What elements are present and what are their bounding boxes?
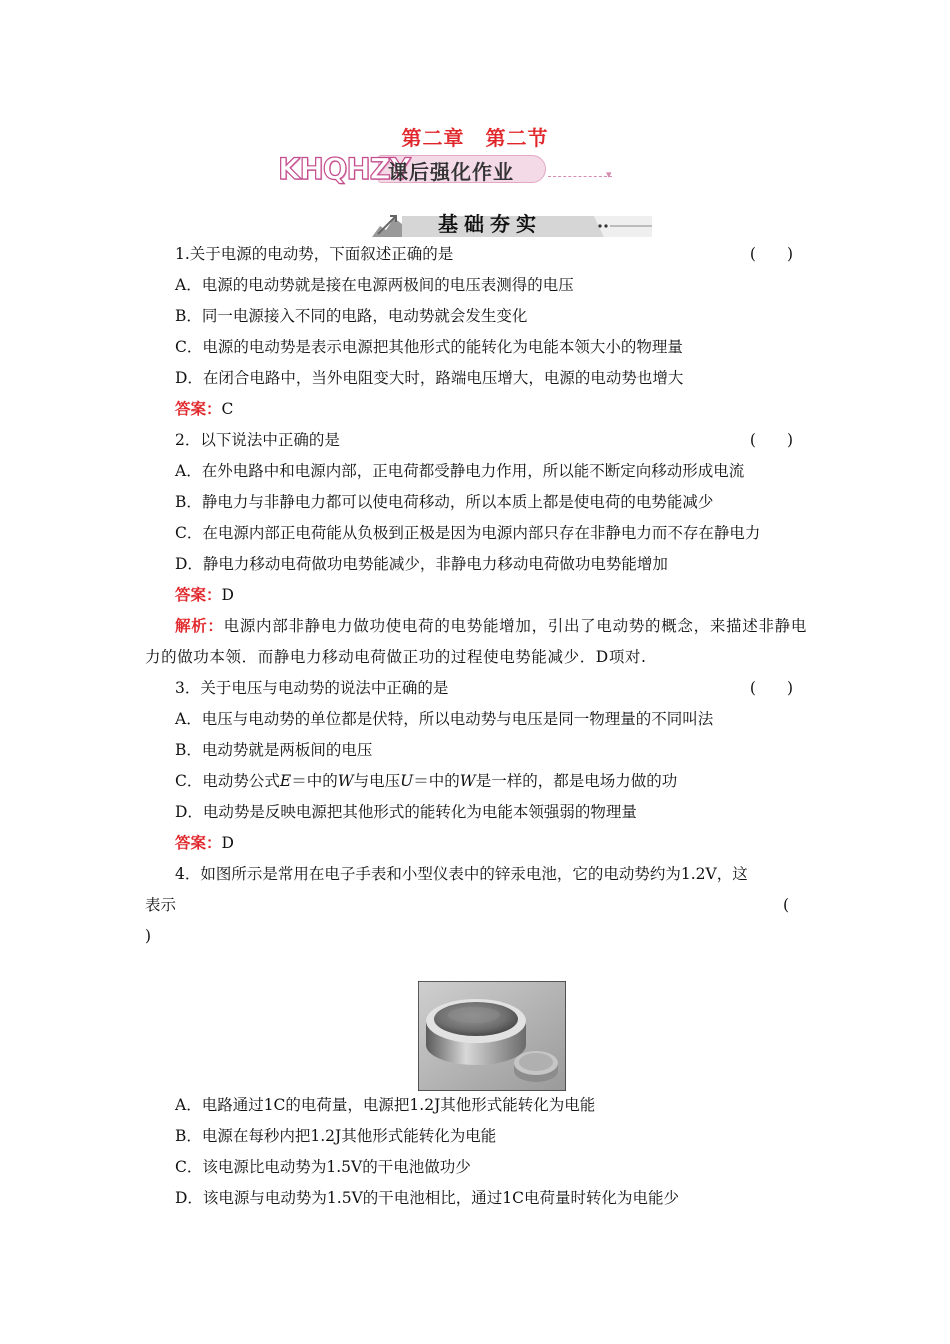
question-4-stem-line1: 4．如图所示是常用在电子手表和小型仪表中的锌汞电池，它的电动势约为1.2V，这 xyxy=(175,865,748,883)
analysis-paragraph xyxy=(145,611,807,673)
question-stem xyxy=(145,425,807,456)
page-title: 第二章 第二节 xyxy=(401,126,549,150)
question-4-stem-line2 xyxy=(145,890,807,921)
section-header xyxy=(372,210,652,238)
section-title: 基础夯实 xyxy=(438,212,542,236)
banner-subtitle: 课后强化作业 xyxy=(388,160,514,184)
answer-bracket: ( ) xyxy=(749,245,793,263)
answer-value: D xyxy=(221,586,234,604)
answer-label: 答案： xyxy=(175,834,222,852)
option: D．电动势是反映电源把其他形式的能转化为电能本领强弱的物理量 xyxy=(175,803,637,821)
option-text: 与电压 xyxy=(353,772,401,790)
option-text: C．电动势公式 xyxy=(175,772,280,790)
answer-value: D xyxy=(221,834,234,852)
option: B．电动势就是两板间的电压 xyxy=(175,741,373,759)
answer-label: 答案： xyxy=(175,400,222,418)
formula-variable: U xyxy=(400,772,414,790)
formula-variable: E xyxy=(279,772,292,790)
banner-logo: KHQHZY xyxy=(278,152,410,186)
answer-bracket-open: ( xyxy=(782,896,789,914)
answer-line xyxy=(145,580,807,611)
question-2-stem: 2．以下说法中正确的是 xyxy=(175,431,340,449)
question-3-stem: 3．关于电压与电动势的说法中正确的是 xyxy=(175,679,449,697)
answer-bracket: ( ) xyxy=(749,679,793,697)
answer-line xyxy=(145,394,807,425)
answer-value: C xyxy=(221,400,234,418)
option: B．电源在每秒内把1.2J其他形式能转化为电能 xyxy=(175,1127,497,1145)
option: A．电压与电动势的单位都是伏特，所以电动势与电压是同一物理量的不同叫法 xyxy=(175,710,714,728)
answer-line xyxy=(145,828,807,859)
question-stem xyxy=(145,239,807,270)
option-text: ＝中的 xyxy=(413,772,460,790)
question-stem xyxy=(145,673,807,704)
option: D．静电力移动电荷做功电势能减少，非静电力移动电荷做功电势能增加 xyxy=(175,555,668,573)
option: A．电源的电动势就是接在电源两极间的电压表测得的电压 xyxy=(175,276,574,294)
button-cell-battery-photo-icon xyxy=(418,981,566,1091)
answer-bracket-close: ) xyxy=(145,927,152,945)
formula-variable: W xyxy=(337,772,354,790)
arrow-down-icon: ▾ xyxy=(606,168,612,181)
banner-divider xyxy=(548,176,612,177)
option-text: ＝中的 xyxy=(291,772,338,790)
option: D．在闭合电路中，当外电阻变大时，路端电压增大，电源的电动势也增大 xyxy=(175,369,684,387)
option: D．该电源与电动势为1.5V的干电池相比，通过1C电荷量时转化为电能少 xyxy=(175,1189,679,1207)
question-4-stem-tail: 表示 xyxy=(145,896,177,914)
analysis-text: 电源内部非静电力做功使电荷的电势能增加，引出了电动势的概念，来描述非静电力的做功本领．而静电力移动电荷做正功的过程使电势能减少．D项对. xyxy=(145,617,807,666)
formula-variable: W xyxy=(459,772,476,790)
question-list xyxy=(145,239,807,952)
option: B．同一电源接入不同的电路，电动势就会发生变化 xyxy=(175,307,528,325)
option: C．该电源比电动势为1.5V的干电池做功少 xyxy=(175,1158,471,1176)
option: A．在外电路中和电源内部，正电荷都受静电力作用，所以能不断定向移动形成电流 xyxy=(175,462,745,480)
analysis-label: 解析： xyxy=(175,617,224,635)
option: A．电路通过1C的电荷量，电源把1.2J其他形式能转化为电能 xyxy=(175,1096,596,1114)
answer-label: 答案： xyxy=(175,586,222,604)
option: C．电源的电动势是表示电源把其他形式的能转化为电能本领大小的物理量 xyxy=(175,338,683,356)
question-4-options xyxy=(145,1090,807,1214)
option-with-formula xyxy=(145,766,807,797)
battery-figure xyxy=(418,981,566,1091)
option: B．静电力与非静电力都可以使电荷移动，所以本质上都是使电荷的电势能减少 xyxy=(175,493,714,511)
answer-bracket: ( ) xyxy=(749,431,793,449)
option: C．在电源内部正电荷能从负极到正极是因为电源内部只存在非静电力而不存在静电力 xyxy=(175,524,761,542)
option-text: 是一样的，都是电场力做的功 xyxy=(475,772,678,790)
question-1-stem: 1.关于电源的电动势，下面叙述正确的是 xyxy=(175,245,454,263)
